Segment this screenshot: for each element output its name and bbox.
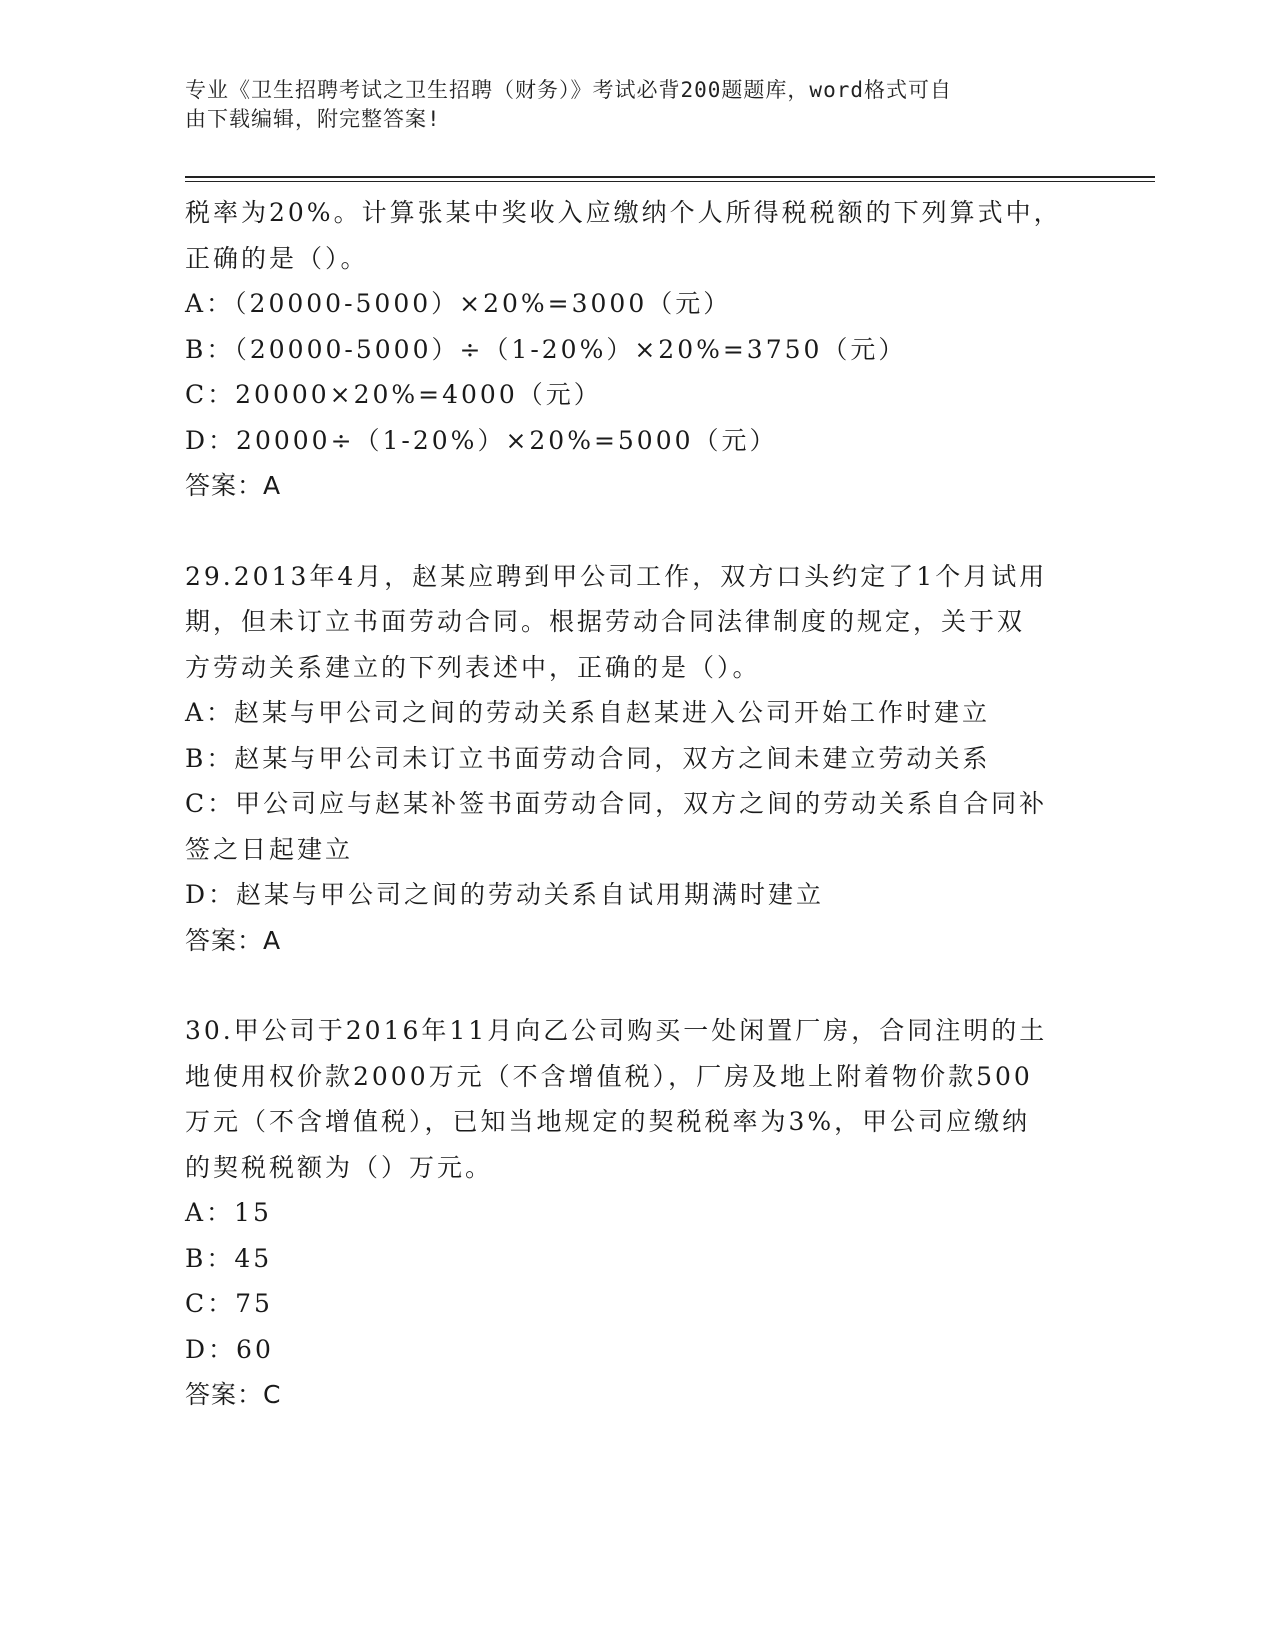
option-d: D：赵某与甲公司之间的劳动关系自试用期满时建立	[185, 880, 825, 909]
question-30	[185, 1008, 1085, 1418]
option-a: A：（20000-5000）×20%=3000（元）	[185, 289, 732, 318]
question-stem-line: 方劳动关系建立的下列表述中，正确的是（）。	[185, 652, 761, 682]
question-stem-line: 正确的是（）。	[185, 243, 369, 273]
question-28	[185, 190, 1085, 509]
question-stem-line: 税率为20%。计算张某中奖收入应缴纳个人所得税税额的下列算式中，	[185, 198, 1062, 227]
answer: 答案：A	[185, 471, 282, 500]
option-d: D：60	[185, 1334, 274, 1364]
answer: 答案：A	[185, 925, 282, 955]
option-a: A：赵某与甲公司之间的劳动关系自赵某进入公司开始工作时建立	[185, 698, 991, 727]
question-stem-line: 的契税税额为（）万元。	[185, 1152, 494, 1182]
document-header	[185, 76, 1065, 134]
header-title-line-1: 专业《卫生招聘考试之卫生招聘（财务）》考试必背200题题库，word格式可自	[185, 78, 952, 102]
option-b: B：（20000-5000）÷（1-20%）×20%=3750（元）	[185, 334, 907, 364]
option-c: C：20000×20%=4000（元）	[185, 380, 602, 409]
header-divider-thick	[185, 176, 1155, 178]
option-b: B：赵某与甲公司未订立书面劳动合同，双方之间未建立劳动关系	[185, 743, 991, 773]
question-stem-line: 期，但未订立书面劳动合同。根据劳动合同法律制度的规定，关于双	[185, 607, 1026, 636]
question-stem-line: 地使用权价款2000万元（不含增值税），厂房及地上附着物价款500	[185, 1061, 1033, 1091]
spacer	[185, 509, 1085, 554]
spacer	[185, 963, 1085, 1008]
answer: 答案：C	[185, 1380, 282, 1409]
question-stem-line: 万元（不含增值税），已知当地规定的契税税率为3%，甲公司应缴纳	[185, 1107, 1031, 1136]
question-29	[185, 554, 1085, 964]
option-c-continued: 签之日起建立	[185, 834, 354, 864]
option-a: A：15	[185, 1198, 272, 1227]
question-stem-line: 30.甲公司于2016年11月向乙公司购买一处闲置厂房，合同注明的土	[185, 1016, 1048, 1045]
question-stem-line: 29.2013年4月，赵某应聘到甲公司工作，双方口头约定了1个月试用	[185, 561, 1048, 591]
option-c: C：甲公司应与赵某补签书面劳动合同，双方之间的劳动关系自合同补	[185, 789, 1048, 818]
header-divider-thin	[185, 181, 1155, 182]
document-body	[185, 190, 1085, 1418]
header-title-line-2: 由下载编辑，附完整答案!	[185, 107, 441, 131]
option-d: D：20000÷（1-20%）×20%=5000（元）	[185, 425, 778, 455]
option-c: C：75	[185, 1289, 273, 1318]
option-b: B：45	[185, 1243, 273, 1273]
